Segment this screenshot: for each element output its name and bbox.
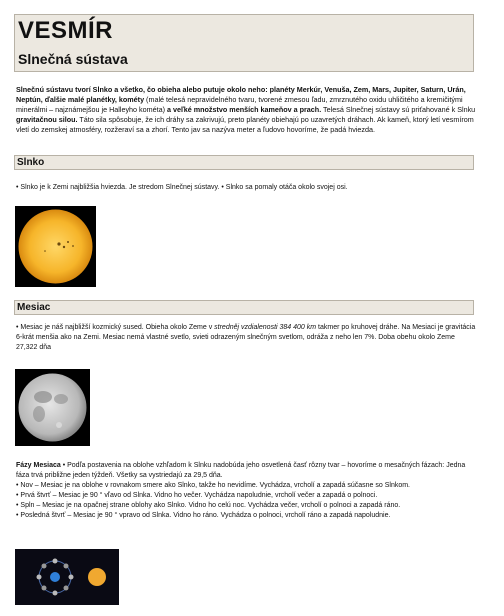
title-box [14,14,474,72]
moon-illustration [15,369,90,446]
moon-text-1: • Mesiac je náš najbližší kozmický sused. Obieha okolo Zeme v [16,324,215,331]
intro-paragraph [16,85,476,135]
moon-image [15,369,90,446]
moon-paragraph [16,323,476,353]
phase-item: • Posledná štvrť – Mesiac je 90 ° vpravo od Slnka. Vidno ho ráno. Vychádza o polnoci, vrcholí ráno a zapadá napoludnie. [16,512,391,519]
moon-phases-diagram [15,549,119,605]
phase-item: • Spln – Mesiac je na opačnej strane oblohy ako Slnko. Vidno ho celú noc. Vychádza večer, vrcholí o polnoci a zapadá ráno. [16,502,401,509]
section-heading-moon-label: Mesiac [17,302,51,313]
phase-item: • Nov – Mesiac je na oblohe v rovnakom smere ako Slnko, takže ho nevidíme. Vychádza, vrcholí a zapadá súčasne so Slnkom. [16,482,411,489]
section-heading-sun-label: Slnko [17,157,45,168]
phases-intro: • Podľa postavenia na oblohe vzhľadom k Slnku nadobúda jeho osvetlená časť rôzny tvar – hovoríme o mesačných fázach: Jedna fáza trvá približne jeden týždeň. Všetky sa vystriedajú za 29,5 dňa. [16,462,466,479]
intro-text-4: Telesá Slnečnej sústavy sú priťahované k Slnku [321,105,476,114]
sun-paragraph [16,183,476,193]
phases-paragraph [16,461,476,521]
page-title: VESMÍR [18,17,114,44]
page-subtitle: Slnečná sústava [18,51,128,67]
phase-item: • Prvá štvrť – Mesiac je 90 ° vľavo od Slnka. Vidno ho večer. Vychádza napoludnie, vrcholí večer a zapadá o polnoci. [16,492,378,499]
sun-illustration [15,206,96,287]
moon-text-3: takmer po kruhovej dráhe. Na Mesiaci je gravitácia 6-krát menšia ako na Zemi. Mesiac nemá vlastné svetlo, svieti odrazeným slnečným svetlom, odráža z neho len 7%. Doba obehu okolo Zeme 27,322 dňa [16,324,476,351]
intro-text-2: (malé telesá nepravidelného tvaru, tvorené zmesou ľadu, zmrznutého oxidu uhličitého a kremičitými minerálmi – najznámejšou je Halleyho kométa) [16,95,463,114]
moon-text-2: stredněj vzdialenosti 384 400 km [214,324,317,331]
intro-text-3: a veľké množstvo menších kameňov a prach. [167,105,322,114]
sun-image [15,206,96,287]
sun-text: • Slnko je k Zemi najbližšia hviezda. Je stredom Slnečnej sústavy. • Slnko sa pomaly otáča okolo svojej osi. [16,184,348,191]
intro-text-1: Slnečnú sústavu tvorí Slnko a všetko, čo obieha alebo putuje okolo neho: planéty Merkúr, Venuša, Zem, Mars, Jupiter, Saturn, Urán, Neptún, ďalšie malé planétky, kométy [16,85,466,104]
moon-phases-image [15,549,119,605]
intro-text-6: Táto sila spôsobuje, že ich dráhy sa zakrivujú, preto planéty obiehajú po uzavretých dráhach. Ak kameň, ktorý letí vesmírom vletí do zemskej atmosféry, rozžeraví sa a zhorí. Tento jav sa nazýva meter a ľudovo hovoríme, že padá hviezda. [16,115,474,134]
intro-text-5: gravitačnou silou. [16,115,78,124]
section-heading-sun [14,155,474,170]
phases-label: Fázy Mesiaca [16,462,61,469]
section-heading-moon [14,300,474,315]
